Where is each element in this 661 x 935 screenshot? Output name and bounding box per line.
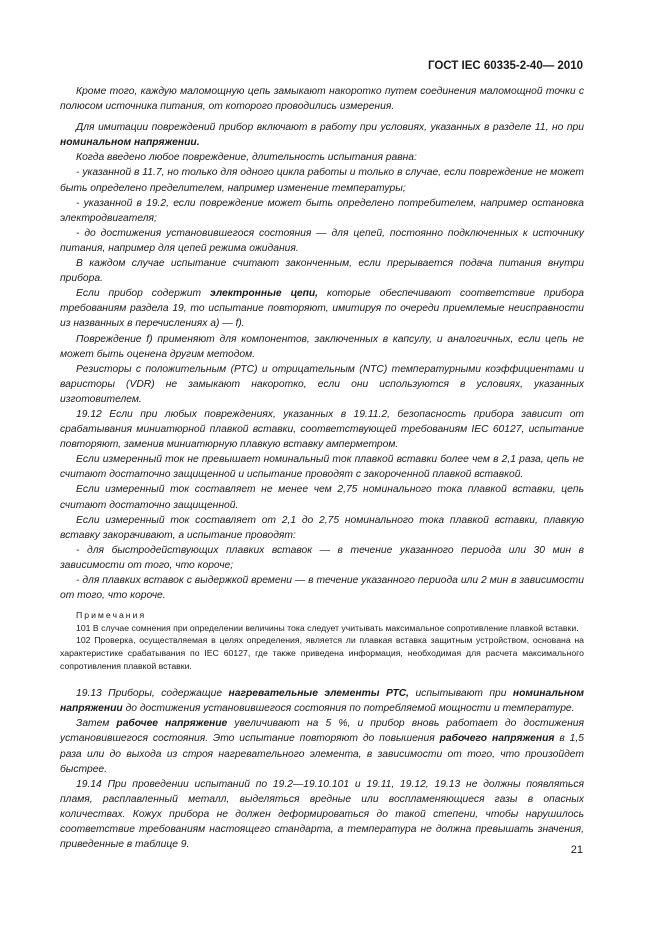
standard-code-header: ГОСТ IEC 60335-2-40— 2010 bbox=[427, 60, 583, 72]
clause-19-12: 19.12 Если при любых повреждениях, указанных в 19.11.2, безопасность прибора зависит от срабатывания миниатюрной плавкой вставки, соответствующей требованиям IEC 60127, испытание повторяют, заменив миниатюрную плавкую вставку амперметром. bbox=[60, 408, 584, 451]
text-run: в 1,5 раза или до выхода из строя нагревательного элемента, в зависимости от того, что произойдет быстрее. bbox=[60, 733, 584, 775]
paragraph: Повреждение f) применяют для компонентов, заключенных в капсулу, и аналогичных, если цепь не может быть оценена другим методом. bbox=[60, 333, 584, 360]
text-run: 19.13 Приборы, содержащие bbox=[76, 688, 229, 700]
clause-19-14: 19.14 При проведении испытаний по 19.2—19.10.101 и 19.11, 19.12, 19.13 не должны появляться пламя, расплавленный металл, выделяться вредные или воспламеняющиеся газы в опасных количествах. Кожух прибора не должен деформироваться до такой степени, чтобы нарушилось соответствие требованиям настоящего стандарта, а температура не должна превышать значения, приведенные в таблице 9. bbox=[60, 778, 584, 851]
paragraph: Кроме того, каждую маломощную цепь замыкают накоротко путем соединения маломощной точки с полюсом источника питания, от которого проводились измерения. bbox=[60, 86, 584, 113]
list-item: - для плавких вставок с выдержкой времени — в течение указанного периода или 2 мин в зависимости от того, что короче. bbox=[60, 575, 584, 602]
note-102: 102 Проверка, осуществляемая в целях определения, является ли плавкая вставка защитным устройством, основана на характеристике срабатывания по IEC 60127, где также приведена информация, необходимая для расчета максимального сопротивления плавкой вставки. bbox=[60, 635, 584, 671]
bold-term: номинальном напряжении. bbox=[60, 137, 200, 149]
paragraph bbox=[60, 286, 584, 331]
list-item: - указанной в 11.7, но только для одного цикла работы и только в случае, если повреждение не может быть определено пределителем, например изменение температуры; bbox=[60, 167, 584, 194]
paragraph: Резисторы с положительным (РТС) и отрицательным (NTC) температурными коэффициентами и варисторы (VDR) не замыкают накоротко, если они используются в условиях, указанных изготовителем. bbox=[60, 363, 584, 405]
list-item: - до достижения установившегося состояния — для цепей, постоянно подключенных к источнику питания, например для цепей режима ожидания. bbox=[60, 227, 584, 254]
text-run: увеличивают на 5 %, и прибор вновь работает до достижения установившегося состояния. Это испытание повторяют до повышения bbox=[60, 718, 584, 745]
paragraph bbox=[60, 716, 584, 776]
bold-term: рабочее напряжение bbox=[116, 718, 228, 730]
text-run: до достижения установившегося состояния по потребляемой мощности и температуре. bbox=[122, 703, 575, 715]
paragraph: Если измеренный ток составляет не менее чем 2,75 номинального тока плавкой вставки, цепь считают достаточно защищенной. bbox=[60, 484, 584, 511]
note-101: 101 В случае сомнения при определении величины тока следует учитывать максимальное сопротивление плавкой вставки. bbox=[76, 622, 579, 633]
text-run: Если прибор содержит bbox=[76, 288, 211, 300]
clause-19-13 bbox=[60, 686, 584, 716]
paragraph bbox=[60, 120, 584, 150]
bold-term: электронные цепи, bbox=[210, 288, 319, 300]
bold-term: номинальном напряжении bbox=[60, 688, 584, 715]
document-body bbox=[60, 84, 584, 852]
list-item: - для быстродействующих плавких вставок — в течение указанного периода или 30 мин в зависимости от того, что короче; bbox=[60, 544, 584, 571]
paragraph: Если измеренный ток не превышает номинальный ток плавкой вставки более чем в 2,1 раза, цепь не считают достаточно защищенной и испытание проводят с закороченной плавкой вставкой. bbox=[60, 454, 584, 481]
bold-term: рабочего напряжения bbox=[439, 733, 555, 745]
list-item: - указанной в 19.2, если повреждение может быть определено потребителем, например остановка электродвигателя; bbox=[60, 197, 584, 224]
page-number: 21 bbox=[570, 844, 583, 856]
notes-heading: Примечания bbox=[76, 610, 147, 621]
text-run: которые обеспечивают соответствие прибора требованиям раздела 19, то испытание повторяют, имитируя по очереди приемлемые неисправности из названных в перечислениях а) — f). bbox=[60, 288, 584, 330]
paragraph: Когда введено любое повреждение, длительность испытания равна: bbox=[76, 152, 417, 164]
paragraph: В каждом случае испытание считают законченным, если прерывается подача питания внутри прибора. bbox=[60, 258, 584, 285]
paragraph: Если измеренный ток составляет от 2,1 до 2,75 номинального тока плавкой вставки, плавкую вставку закорачивают, а испытание проводят: bbox=[60, 514, 584, 541]
text-run: Затем bbox=[76, 718, 117, 730]
text-run: испытывают при bbox=[409, 688, 513, 700]
notes-block bbox=[60, 609, 584, 672]
bold-term: нагревательные элементы РТС, bbox=[228, 688, 410, 700]
text-run: Для имитации повреждений прибор включают в работу при условиях, указанных в разделе 11, но при bbox=[76, 122, 584, 134]
